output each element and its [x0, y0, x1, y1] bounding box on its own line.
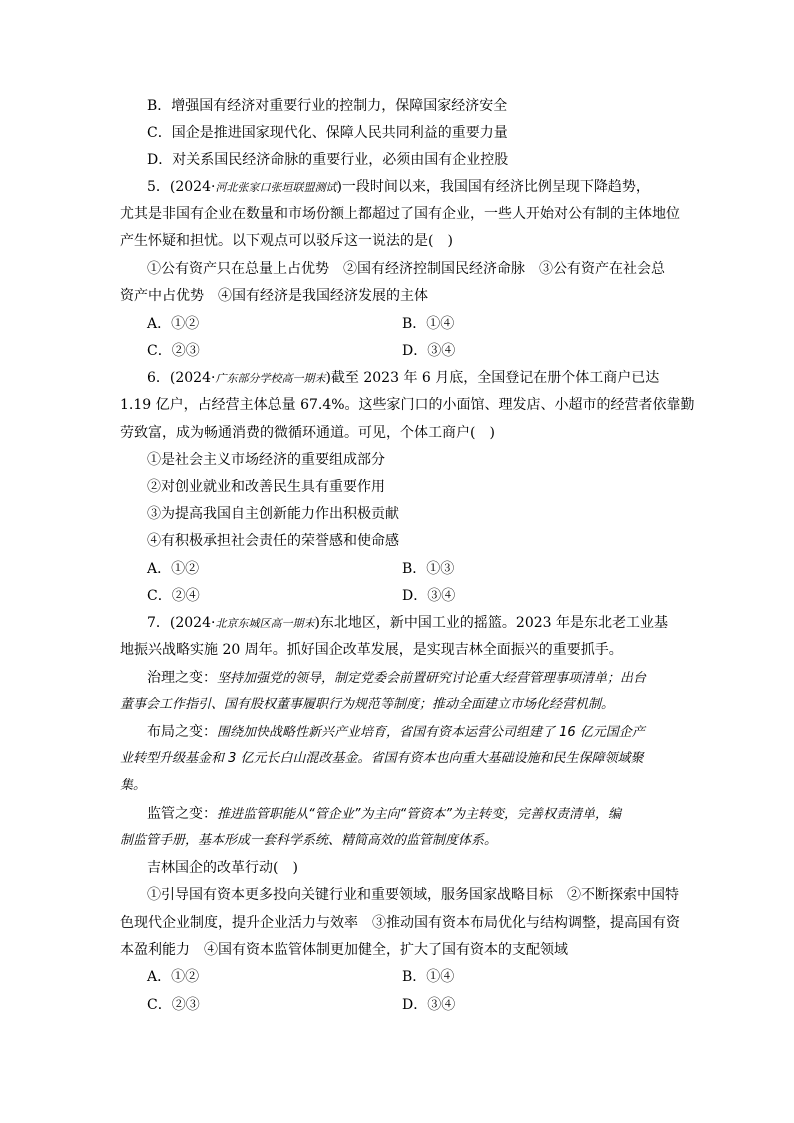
q5-option-b: B．①④: [402, 316, 455, 332]
q5-option-a: A．①②: [147, 316, 200, 332]
q4-option-b: B．增强国有经济对重要行业的控制力，保障国家经济安全: [147, 98, 508, 114]
q7-governance-line-2: 董事会工作指引、国有股权董事履职行为规范等制度；推动全面建立市场化经营机制。: [120, 697, 615, 712]
q6-item-4: ④有积极承担社会责任的荣誉感和使命感: [147, 533, 399, 549]
q6-item-2: ②对创业就业和改善民生具有重要作用: [147, 479, 385, 495]
q7-option-b: B．①④: [402, 969, 455, 985]
q6-stem-line-1: [147, 369, 659, 388]
q4-option-d: D．对关系国民经济命脉的重要行业，必须由国有企业控股: [147, 152, 509, 168]
q6-option-d: D．③④: [402, 588, 456, 604]
q7-supervision-line-2: 制监管手册，基本形成一套科学系统、精简高效的监管制度体系。: [120, 833, 498, 848]
q5-stem-line-1: [147, 178, 650, 197]
question-source: 广东部分学校高一期末: [215, 372, 326, 385]
governance-label: 治理之变：: [147, 670, 217, 686]
q6-item-1: ①是社会主义市场经济的重要组成部分: [147, 452, 385, 468]
q7-layout-line-3: 集。: [120, 778, 147, 793]
question-number: 7．(2024·: [147, 615, 216, 631]
q7-stem-line-2: 地振兴战略实施 20 周年。抓好国企改革发展，是实现吉林全面振兴的重要抓手。: [120, 642, 623, 658]
q6-option-b: B．①③: [402, 561, 455, 577]
q5-stem-line-3: 产生怀疑和担忧。以下观点可以驳斥这一说法的是( ): [120, 233, 453, 249]
q5-option-d: D．③④: [402, 343, 456, 359]
q7-question: 吉林国企的改革行动( ): [147, 860, 298, 876]
q6-stem-line-2: 1.19 亿户，占经营主体总量 67.4%。这些家门口的小面馆、理发店、小超市的经营者依靠勤: [120, 397, 695, 413]
q4-option-c: C．国企是推进国家现代化、保障人民共同利益的重要力量: [147, 125, 508, 141]
q7-layout-line-2: 业转型升级基金和 3 亿元长白山混改基金。省国有资本也向重大基础设施和民生保障领域聚: [120, 751, 644, 766]
stem-text: )东北地区，新中国工业的摇篮。2023 年是东北老工业基: [314, 615, 668, 631]
layout-label: 布局之变：: [147, 724, 217, 740]
q7-governance-line-1: [147, 669, 646, 688]
supervision-text: 推进监管职能从“管企业”为主向“管资本”为主转变，完善权责清单，编: [217, 807, 621, 822]
q5-option-c: C．②③: [147, 343, 200, 359]
q7-items-line-2: 色现代企业制度，提升企业活力与效率 ③推动国有资本布局优化与结构调整，提高国有资: [120, 915, 680, 931]
question-source: 河北张家口张垣联盟测试: [215, 181, 337, 194]
q7-supervision-line-1: [147, 805, 621, 824]
governance-text: 坚持加强党的领导，制定党委会前置研究讨论重大经营管理事项清单；出台: [217, 671, 647, 686]
q7-items-line-1: ①引导国有资本更多投向关键行业和重要领域，服务国家战略目标 ②不断探索中国特: [147, 887, 679, 903]
q5-items-line-1: ①公有资产只在总量上占优势 ②国有经济控制国民经济命脉 ③公有资产在社会总: [147, 261, 665, 277]
q7-items-line-3: 本盈利能力 ④国有资本监管体制更加健全，扩大了国有资本的支配领域: [120, 942, 568, 958]
q7-stem-line-1: [147, 614, 668, 633]
q6-option-c: C．②④: [147, 588, 200, 604]
stem-text: )截至 2023 年 6 月底，全国登记在册个体工商户已达: [325, 370, 660, 386]
q5-stem-line-2: 尤其是非国有企业在数量和市场份额上都超过了国有企业，一些人开始对公有制的主体地位: [120, 206, 680, 222]
layout-text: 围绕加快战略性新兴产业培育，省国有资本运营公司组建了 16 亿元国企产: [217, 725, 645, 740]
supervision-label: 监管之变：: [147, 806, 217, 822]
q6-option-a: A．①②: [147, 561, 200, 577]
q5-items-line-2: 资产中占优势 ④国有经济是我国经济发展的主体: [120, 288, 428, 304]
q7-option-a: A．①②: [147, 969, 200, 985]
q6-item-3: ③为提高我国自主创新能力作出积极贡献: [147, 506, 399, 522]
question-number: 6．(2024·: [147, 370, 216, 386]
question-number: 5．(2024·: [147, 179, 216, 195]
q7-layout-line-1: [147, 723, 645, 742]
q7-option-d: D．③④: [402, 997, 456, 1013]
stem-text: )一段时间以来，我国国有经济比例呈现下降趋势，: [336, 179, 650, 195]
question-source: 北京东城区高一期末: [215, 617, 315, 630]
q6-stem-line-3: 劳致富，成为畅通消费的微循环通道。可见，个体工商户( ): [120, 425, 495, 441]
q7-option-c: C．②③: [147, 997, 200, 1013]
